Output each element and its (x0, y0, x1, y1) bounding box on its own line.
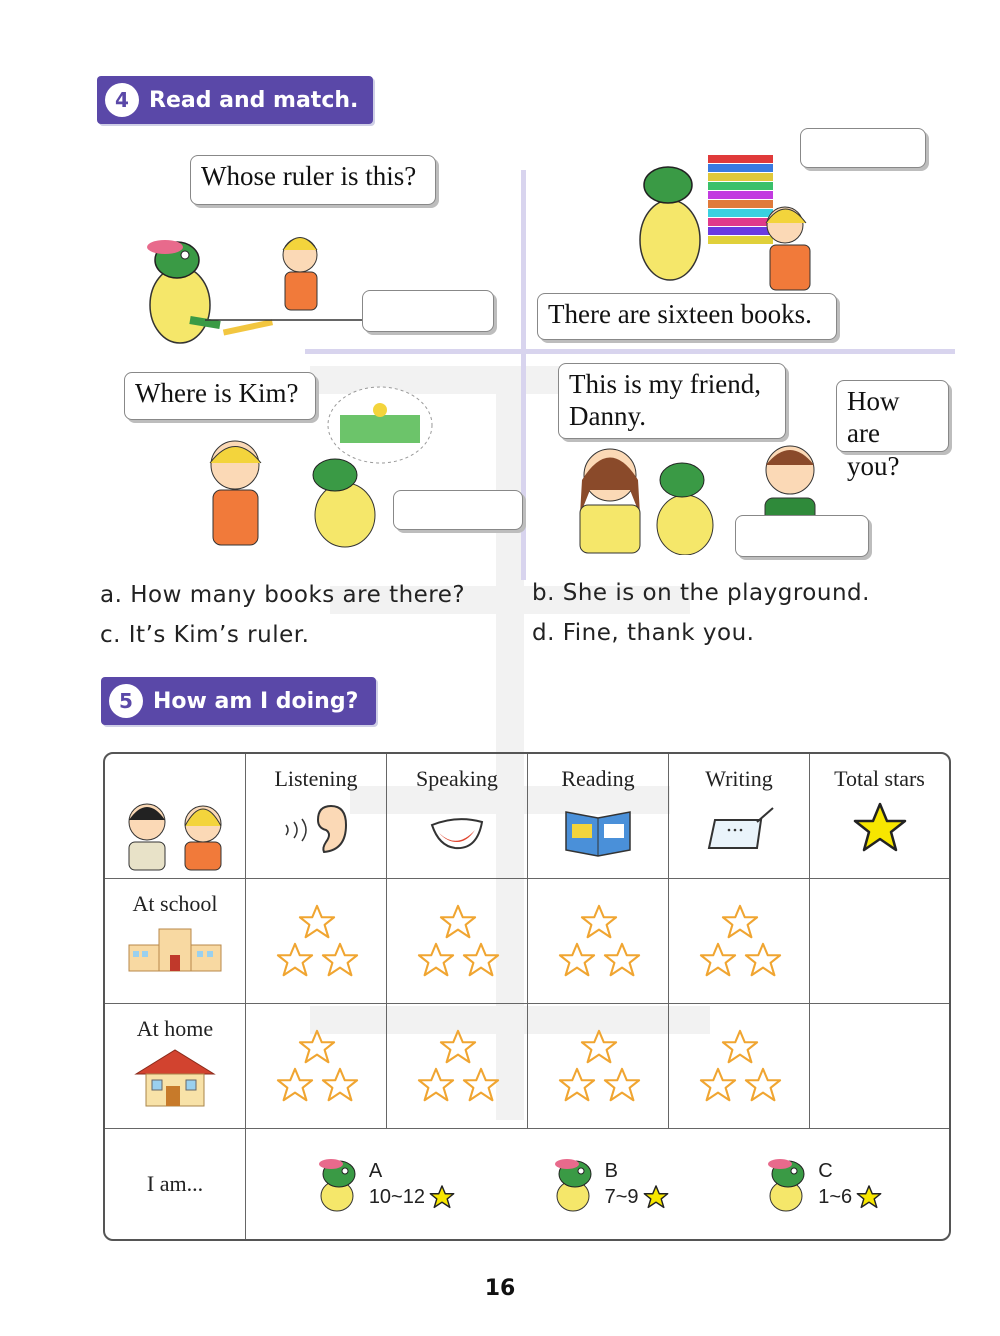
rating-star-icon[interactable] (558, 1066, 596, 1104)
rating-star-icon[interactable] (321, 1066, 359, 1104)
section-number: 4 (105, 83, 139, 117)
star-icon (850, 800, 910, 856)
rating-star-icon[interactable] (603, 941, 641, 979)
rating-star-icon[interactable] (276, 1066, 314, 1104)
panel-divider-horizontal (305, 349, 955, 354)
rating-star-icon[interactable] (439, 1028, 477, 1066)
star-rating-group[interactable] (694, 1028, 784, 1108)
rating-star-icon[interactable] (417, 941, 455, 979)
grade-range: 7~9 (605, 1184, 669, 1210)
row-label-cell (105, 879, 246, 1004)
rating-star-icon[interactable] (298, 1028, 336, 1066)
stars-cell[interactable] (528, 879, 669, 1004)
kids-cell (105, 754, 246, 879)
star-rating-group[interactable] (553, 1028, 643, 1108)
option-a: a. How many books are there? (100, 582, 466, 608)
section-number: 5 (109, 684, 143, 718)
rating-star-icon[interactable] (462, 941, 500, 979)
rating-star-icon[interactable] (439, 903, 477, 941)
option-b: b. She is on the playground. (532, 580, 870, 606)
stars-cell[interactable] (387, 1004, 528, 1129)
grade-letter: C (818, 1160, 833, 1182)
stars-cell[interactable] (246, 1004, 387, 1129)
row-i-am (105, 1129, 949, 1239)
rating-star-icon[interactable] (462, 1066, 500, 1104)
rating-star-icon[interactable] (744, 1066, 782, 1104)
star-rating-group[interactable] (553, 903, 643, 983)
grade-list (246, 1154, 949, 1214)
stars-cell[interactable] (246, 879, 387, 1004)
answer-bubble-1[interactable] (362, 290, 494, 332)
house-icon (130, 1046, 220, 1108)
bubble-my-friend: This is my friend, Danny. (558, 363, 786, 439)
rating-star-icon[interactable] (580, 903, 618, 941)
stars-cell[interactable] (669, 1004, 810, 1129)
rating-star-icon[interactable] (321, 941, 359, 979)
grade-item (549, 1154, 669, 1214)
rating-star-icon[interactable] (744, 941, 782, 979)
col-reading (528, 754, 669, 879)
col-total-stars (810, 754, 949, 879)
star-rating-group[interactable] (412, 903, 502, 983)
grade-item (313, 1154, 455, 1214)
mouth-icon (417, 800, 497, 860)
row-label-cell (105, 1129, 246, 1239)
grade-item (762, 1154, 882, 1214)
total-cell[interactable] (810, 879, 949, 1004)
star-icon (429, 1184, 455, 1210)
col-writing (669, 754, 810, 879)
col-listening (246, 754, 387, 879)
row-label-cell (105, 1004, 246, 1129)
kids-icon (115, 782, 235, 872)
row-label-i-am: I am... (146, 1171, 204, 1196)
rating-star-icon[interactable] (603, 1066, 641, 1104)
rating-star-icon[interactable] (580, 1028, 618, 1066)
rating-star-icon[interactable] (276, 941, 314, 979)
row-at-school (105, 879, 949, 1004)
rating-star-icon[interactable] (417, 1066, 455, 1104)
ear-icon (276, 800, 356, 860)
col-header-reading: Reading (561, 766, 635, 791)
row-label-at-home: At home (136, 1016, 214, 1041)
bubble-sixteen-books: There are sixteen books. (537, 293, 837, 340)
turtle-icon (762, 1154, 814, 1214)
rating-star-icon[interactable] (699, 1066, 737, 1104)
grade-scale (246, 1129, 949, 1239)
star-rating-group[interactable] (271, 903, 361, 983)
grade-letter: A (368, 1160, 383, 1182)
panel-1-illustration (135, 225, 375, 355)
section-4-header (97, 76, 373, 124)
col-header-speaking: Speaking (416, 766, 498, 791)
grade-range: 10~12 (369, 1184, 455, 1210)
rating-star-icon[interactable] (298, 903, 336, 941)
option-c: c. It’s Kim’s ruler. (100, 622, 310, 648)
col-header-listening: Listening (274, 766, 358, 791)
star-rating-group[interactable] (694, 903, 784, 983)
stars-cell[interactable] (669, 879, 810, 1004)
book-icon (558, 800, 638, 860)
col-speaking (387, 754, 528, 879)
rating-star-icon[interactable] (721, 1028, 759, 1066)
writing-pad-icon (699, 800, 779, 860)
option-d: d. Fine, thank you. (532, 620, 755, 646)
panel-2-illustration (620, 145, 830, 295)
grade-letter: B (604, 1160, 618, 1182)
answer-bubble-2[interactable] (800, 128, 926, 168)
rating-star-icon[interactable] (558, 941, 596, 979)
page-number: 16 (484, 1276, 516, 1301)
col-header-writing: Writing (705, 766, 773, 791)
row-at-home (105, 1004, 949, 1129)
col-header-total-stars: Total stars (834, 766, 925, 791)
total-cell[interactable] (810, 1004, 949, 1129)
bubble-where-is-kim: Where is Kim? (124, 372, 316, 420)
turtle-icon (313, 1154, 365, 1214)
row-label-at-school: At school (132, 891, 218, 916)
star-rating-group[interactable] (271, 1028, 361, 1108)
bubble-how-are-you: How are you? (836, 380, 949, 452)
grade-range: 1~6 (818, 1184, 882, 1210)
star-icon (643, 1184, 669, 1210)
answer-bubble-3[interactable] (393, 490, 523, 530)
answer-bubble-4[interactable] (735, 515, 869, 557)
section-title: Read and match. (149, 87, 359, 113)
star-icon (856, 1184, 882, 1210)
school-icon (125, 923, 225, 977)
rating-star-icon[interactable] (721, 903, 759, 941)
section-5-header (101, 677, 376, 725)
section-title: How am I doing? (153, 688, 359, 714)
turtle-icon (549, 1154, 601, 1214)
star-rating-group[interactable] (412, 1028, 502, 1108)
bubble-whose-ruler: Whose ruler is this? (190, 155, 436, 205)
stars-cell[interactable] (387, 879, 528, 1004)
self-assessment-table (103, 752, 951, 1241)
stars-cell[interactable] (528, 1004, 669, 1129)
rating-star-icon[interactable] (699, 941, 737, 979)
